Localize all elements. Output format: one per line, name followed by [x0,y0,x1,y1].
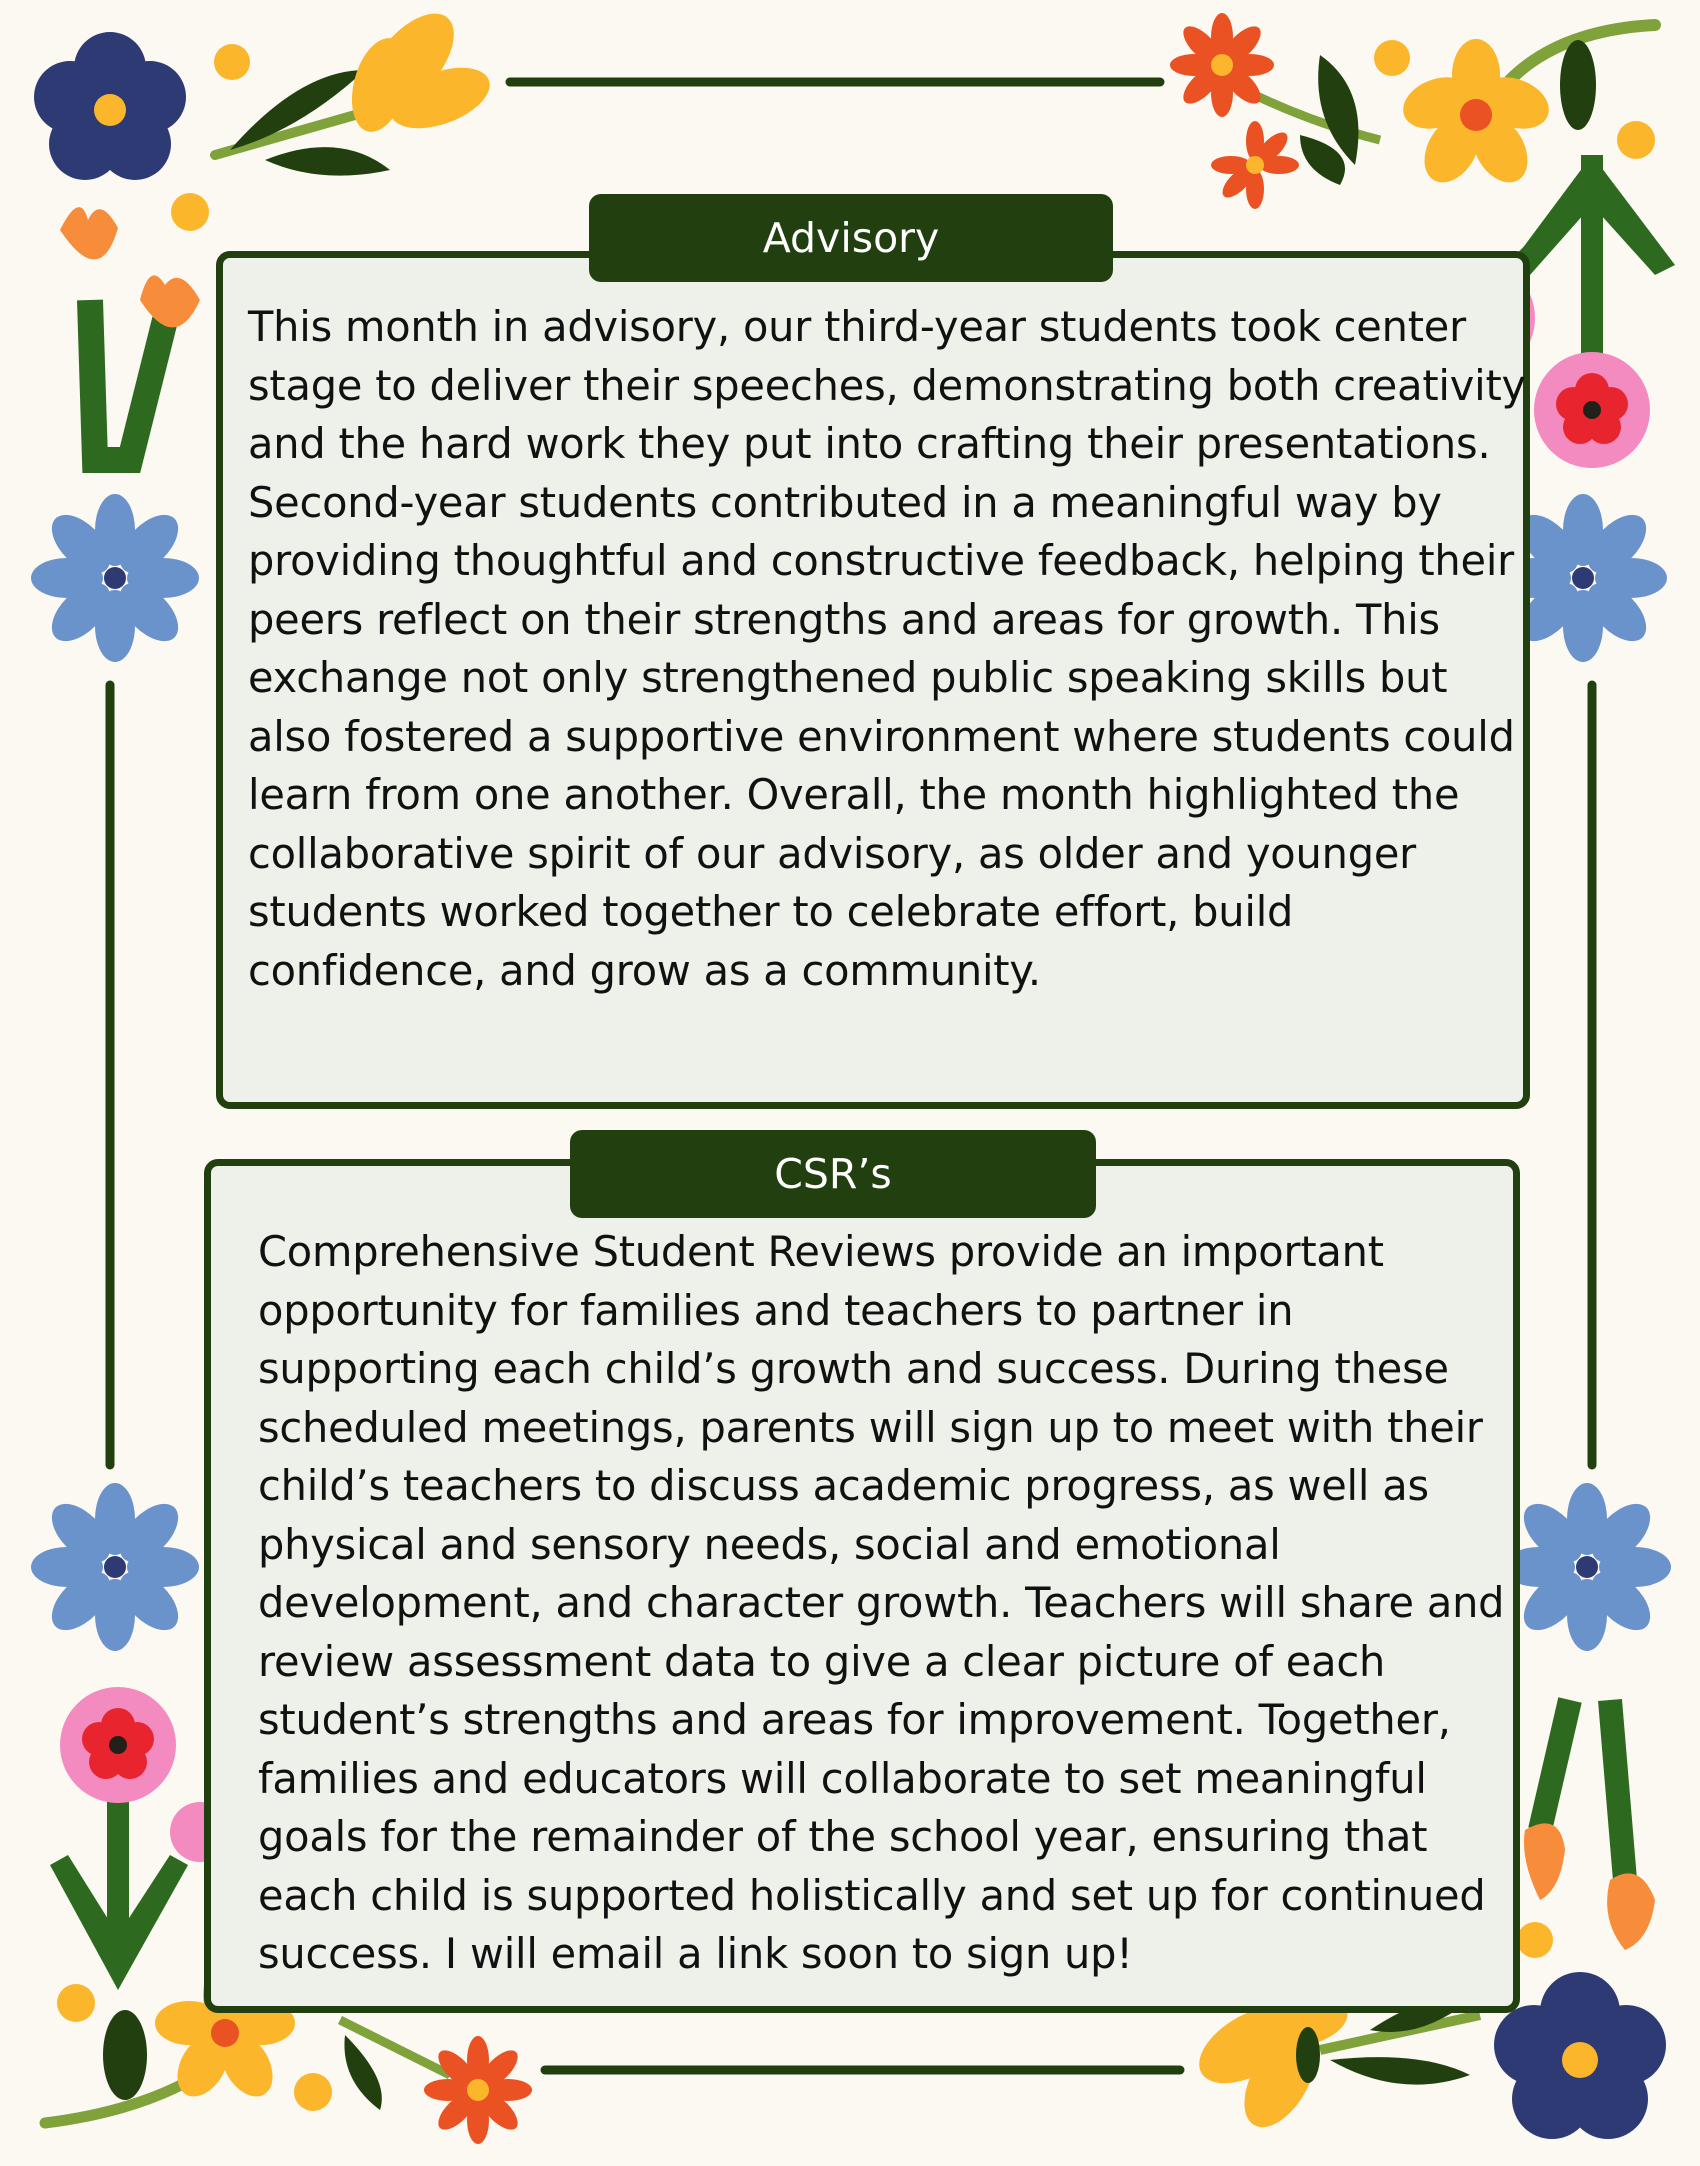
advisory-body-text: This month in advisory, our third-year students took center stage to deliver their speeches, demonstrating both creativity and the hard work they put into crafting their presentations. Second-year students contributed in a meaningful way by providing thoughtful and constructive feedback, helping their peers reflect on their strengths and areas for growth. This exchange not only strengthened public speaking skills but also fostered a supportive environment where students could learn from one another. Overall, the month highlighted the collaborative spirit of our advisory, as older and younger students worked together to celebrate effort, build confidence, and grow as a community. [248,302,1526,995]
orange-tulip-icon [1524,1700,1655,1950]
csr-body-text: Comprehensive Student Reviews provide an important opportunity for families and teachers to partner in supporting each child’s growth and success. During these scheduled meetings, parents will sign up to meet with their child’s teachers to discuss academic progress, as well as physical and sensory needs, social and emotional development, and character growth. Teachers will share and review assessment data to give a clear picture of each student’s strengths and areas for improvement. Together, families and educators will collaborate to set meaningful goals for the remainder of the school year, ensuring that each child is supported holistically and set up for continued success. I will email a link soon to sign up! [258,1227,1505,1978]
arrow-plant-icon [50,1790,188,1990]
blue-flower-icon [1503,1483,1671,1651]
blue-flower-icon [31,494,199,662]
navy-flower-icon [34,32,186,180]
advisory-heading: Advisory [589,194,1113,282]
blue-flower-icon [31,1483,199,1651]
pink-flower-icon [1534,352,1650,468]
yellow-tulip-icon [215,0,498,176]
orange-daisy-icon [340,2020,532,2144]
orange-tulip-icon [60,207,200,460]
orange-daisy-icon [1170,13,1380,209]
pink-flower-icon [60,1687,176,1803]
csr-heading: CSR’s [570,1130,1096,1218]
yellow-flower-icon [1396,25,1655,192]
